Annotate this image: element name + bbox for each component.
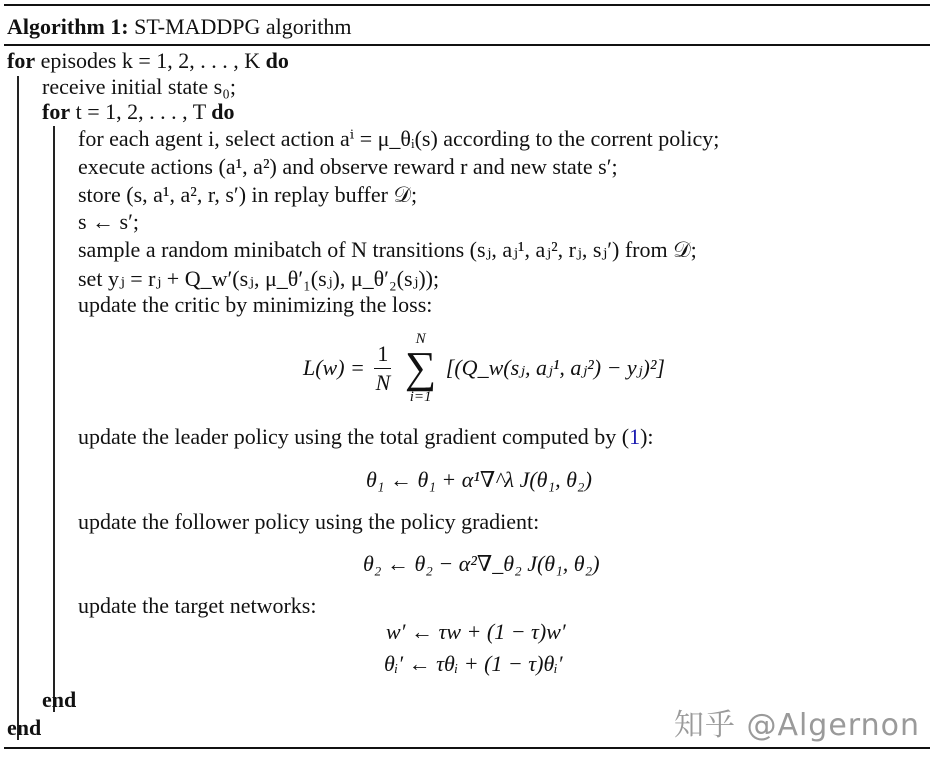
fraction-denominator: N — [375, 369, 391, 395]
algorithm-title — [7, 14, 351, 40]
summation — [405, 330, 436, 406]
update-leader-line — [78, 424, 654, 450]
title-rule — [4, 44, 930, 46]
end-inner-loop: end — [42, 687, 77, 712]
inner-for-line — [42, 99, 235, 125]
algorithm-label: Algorithm 1: — [7, 14, 129, 39]
algorithm-name: ST-MADDPG algorithm — [134, 14, 352, 39]
update-target-line: update the target networks: — [78, 593, 317, 618]
bottom-rule — [4, 747, 930, 749]
update-follower-line: update the follower policy using the policy gradient: — [78, 509, 540, 534]
outer-for-line — [7, 48, 289, 74]
inner-for-text: t = 1, 2, . . . , T — [70, 99, 212, 124]
sum-upper: N — [415, 331, 426, 347]
keyword-for: for — [42, 99, 71, 124]
inner-loop-bar — [53, 126, 55, 712]
fraction-numerator: 1 — [374, 340, 391, 369]
store-line: store (s, a¹, a², r, s′) in replay buffer 𝒟; — [78, 182, 418, 207]
sum-lower: i=1 — [409, 389, 432, 405]
update-critic-line: update the critic by minimizing the loss: — [78, 292, 433, 317]
target-w-equation: w′ ← τw + (1 − τ)w′ — [386, 619, 566, 644]
outer-for-text: episodes k = 1, 2, . . . , K — [35, 48, 266, 73]
loss-lhs: L(w) = — [303, 355, 365, 380]
set-target-line: set yⱼ = rⱼ + Q_w′(sⱼ, μ_θ′₁(sⱼ), μ_θ′₂(sⱼ)); — [78, 266, 440, 291]
execute-line: execute actions (a¹, a²) and observe reward r and new state s′; — [78, 154, 618, 179]
update-leader-text: update the leader policy using the total gradient computed by ( — [78, 424, 630, 449]
loss-fraction — [374, 340, 391, 397]
sigma-symbol: ∑ — [404, 343, 437, 392]
receive-line: receive initial state s₀; — [42, 74, 236, 99]
outer-loop-bar — [17, 76, 19, 740]
follower-update-equation: θ₂ ← θ₂ − α²∇_θ₂ J(θ₁, θ₂) — [363, 551, 600, 576]
sample-line: sample a random minibatch of N transitions (sⱼ, aⱼ¹, aⱼ², rⱼ, sⱼ′) from 𝒟; — [78, 237, 697, 262]
select-action-line: for each agent i, select action aⁱ = μ_θᵢ(s) according to the corrent policy; — [78, 126, 720, 151]
end-outer-loop: end — [7, 715, 42, 740]
leader-update-equation: θ₁ ← θ₁ + α¹∇^λ J(θ₁, θ₂) — [366, 467, 592, 492]
keyword-for: for — [7, 48, 36, 73]
equation-ref-link[interactable]: 1 — [629, 424, 641, 449]
loss-equation — [303, 330, 665, 406]
assign-line: s ← s′; — [78, 209, 140, 234]
loss-body: [(Q_w(sⱼ, aⱼ¹, aⱼ²) − yⱼ)²] — [445, 355, 665, 380]
keyword-do: do — [211, 99, 235, 124]
top-rule — [4, 4, 930, 6]
target-theta-equation: θᵢ′ ← τθᵢ + (1 − τ)θᵢ′ — [384, 651, 563, 676]
watermark: 知乎 @Algernon — [673, 708, 920, 743]
keyword-do: do — [265, 48, 289, 73]
update-leader-end: ): — [640, 424, 654, 449]
